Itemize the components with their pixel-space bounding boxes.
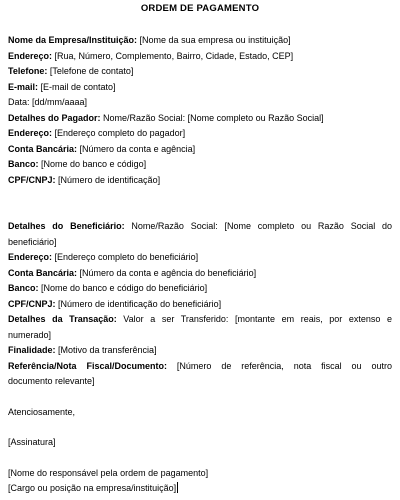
beneficiario-detalhes-line: [8, 219, 392, 235]
responsible-role: [Cargo ou posição na empresa/instituição]: [8, 483, 177, 493]
section-spacer: [8, 451, 392, 466]
data-line: Data: [dd/mm/aaaa]: [8, 97, 88, 107]
pagador-conta-line: [8, 142, 392, 158]
empresa-nome-value: [Nome da sua empresa ou instituição]: [137, 35, 291, 45]
finalidade-value: [Motivo da transferência]: [55, 345, 157, 355]
transacao-detalhes-cont: numerado]: [8, 329, 52, 340]
pagador-detalhes-label: Detalhes do Pagador:: [8, 112, 101, 123]
pagador-endereco-label: Endereço:: [8, 128, 53, 138]
beneficiario-banco-value: [Nome do banco e código do beneficiário]: [38, 283, 208, 293]
pagador-banco-line: [8, 157, 392, 173]
transacao-detalhes-label: Detalhes da Transação:: [8, 314, 117, 324]
referencia-value: [Número de referência, nota fiscal ou outro: [166, 360, 392, 371]
pagador-cpf-value: [Número de identificação]: [55, 174, 161, 185]
document-title: ORDEM DE PAGAMENTO: [140, 3, 260, 14]
beneficiario-detalhes-value: Nome/Razão Social: [Nome completo ou Razão Social do: [124, 221, 393, 231]
beneficiario-endereco-label: Endereço:: [8, 252, 53, 262]
section-spacer: [8, 203, 392, 219]
empresa-telefone-line: [8, 64, 392, 80]
beneficiario-cpf-label: CPF/CNPJ:: [8, 298, 56, 309]
empresa-telefone-label: Telefone:: [8, 66, 48, 76]
text-cursor: [177, 482, 178, 493]
document-body: [8, 33, 392, 497]
beneficiario-endereco-line: [8, 250, 392, 266]
beneficiario-banco-line: [8, 281, 392, 297]
beneficiario-conta-value: [Número da conta e agência do beneficiário]: [77, 267, 257, 278]
pagador-cpf-label: CPF/CNPJ:: [8, 174, 56, 185]
empresa-endereco-value: [Rua, Número, Complemento, Bairro, Cidade, Estado, CEP]: [52, 50, 294, 61]
pagador-conta-label: Conta Bancária:: [8, 143, 78, 154]
pagador-banco-label: Banco:: [8, 159, 39, 169]
pagador-endereco-line: [8, 126, 392, 142]
transacao-detalhes-value: Valor a ser Transferido: [montante em reais, por extenso e: [116, 314, 393, 324]
empresa-email-value: [E-mail de contato]: [38, 81, 116, 92]
pagador-conta-value: [Número da conta e agência]: [77, 143, 196, 154]
finalidade-label: Finalidade:: [8, 345, 56, 355]
closing-salutation: Atenciosamente,: [8, 406, 76, 417]
beneficiario-cpf-value: [Número de identificação do beneficiário]: [55, 298, 222, 309]
referencia-label: Referência/Nota Fiscal/Documento:: [8, 360, 167, 371]
pagador-endereco-value: [Endereço completo do pagador]: [52, 128, 186, 138]
empresa-email-label: E-mail:: [8, 81, 39, 92]
finalidade-line: [8, 343, 392, 359]
pagador-banco-value: [Nome do banco e código]: [38, 159, 147, 169]
empresa-nome-line: [8, 33, 392, 49]
referencia-cont: documento relevante]: [8, 376, 95, 386]
beneficiario-banco-label: Banco:: [8, 283, 39, 293]
transacao-detalhes-line: [8, 312, 392, 328]
responsible-name: [Nome do responsável pela ordem de pagamento]: [8, 467, 209, 478]
pagador-cpf-line: [8, 173, 392, 189]
beneficiario-conta-label: Conta Bancária:: [8, 267, 78, 278]
beneficiario-detalhes-label: Detalhes do Beneficiário:: [8, 221, 125, 231]
empresa-nome-label: Nome da Empresa/Instituição:: [8, 35, 138, 45]
section-spacer: [8, 390, 392, 405]
pagador-detalhes-line: [8, 111, 392, 127]
beneficiario-cpf-line: [8, 297, 392, 313]
empresa-endereco-line: [8, 49, 392, 65]
empresa-telefone-value: [Telefone de contato]: [47, 66, 134, 76]
responsible-role-line: [8, 481, 392, 497]
signature-placeholder: [Assinatura]: [8, 437, 56, 447]
pagador-detalhes-value: Nome/Razão Social: [Nome completo ou Razão Social]: [100, 112, 324, 123]
empresa-endereco-label: Endereço:: [8, 50, 53, 61]
section-spacer: [8, 420, 392, 435]
beneficiario-endereco-value: [Endereço completo do beneficiário]: [52, 252, 199, 262]
section-spacer: [8, 188, 392, 203]
beneficiario-conta-line: [8, 266, 392, 282]
empresa-email-line: [8, 80, 392, 96]
referencia-line: [8, 359, 392, 375]
beneficiario-detalhes-cont: beneficiário]: [8, 236, 57, 247]
